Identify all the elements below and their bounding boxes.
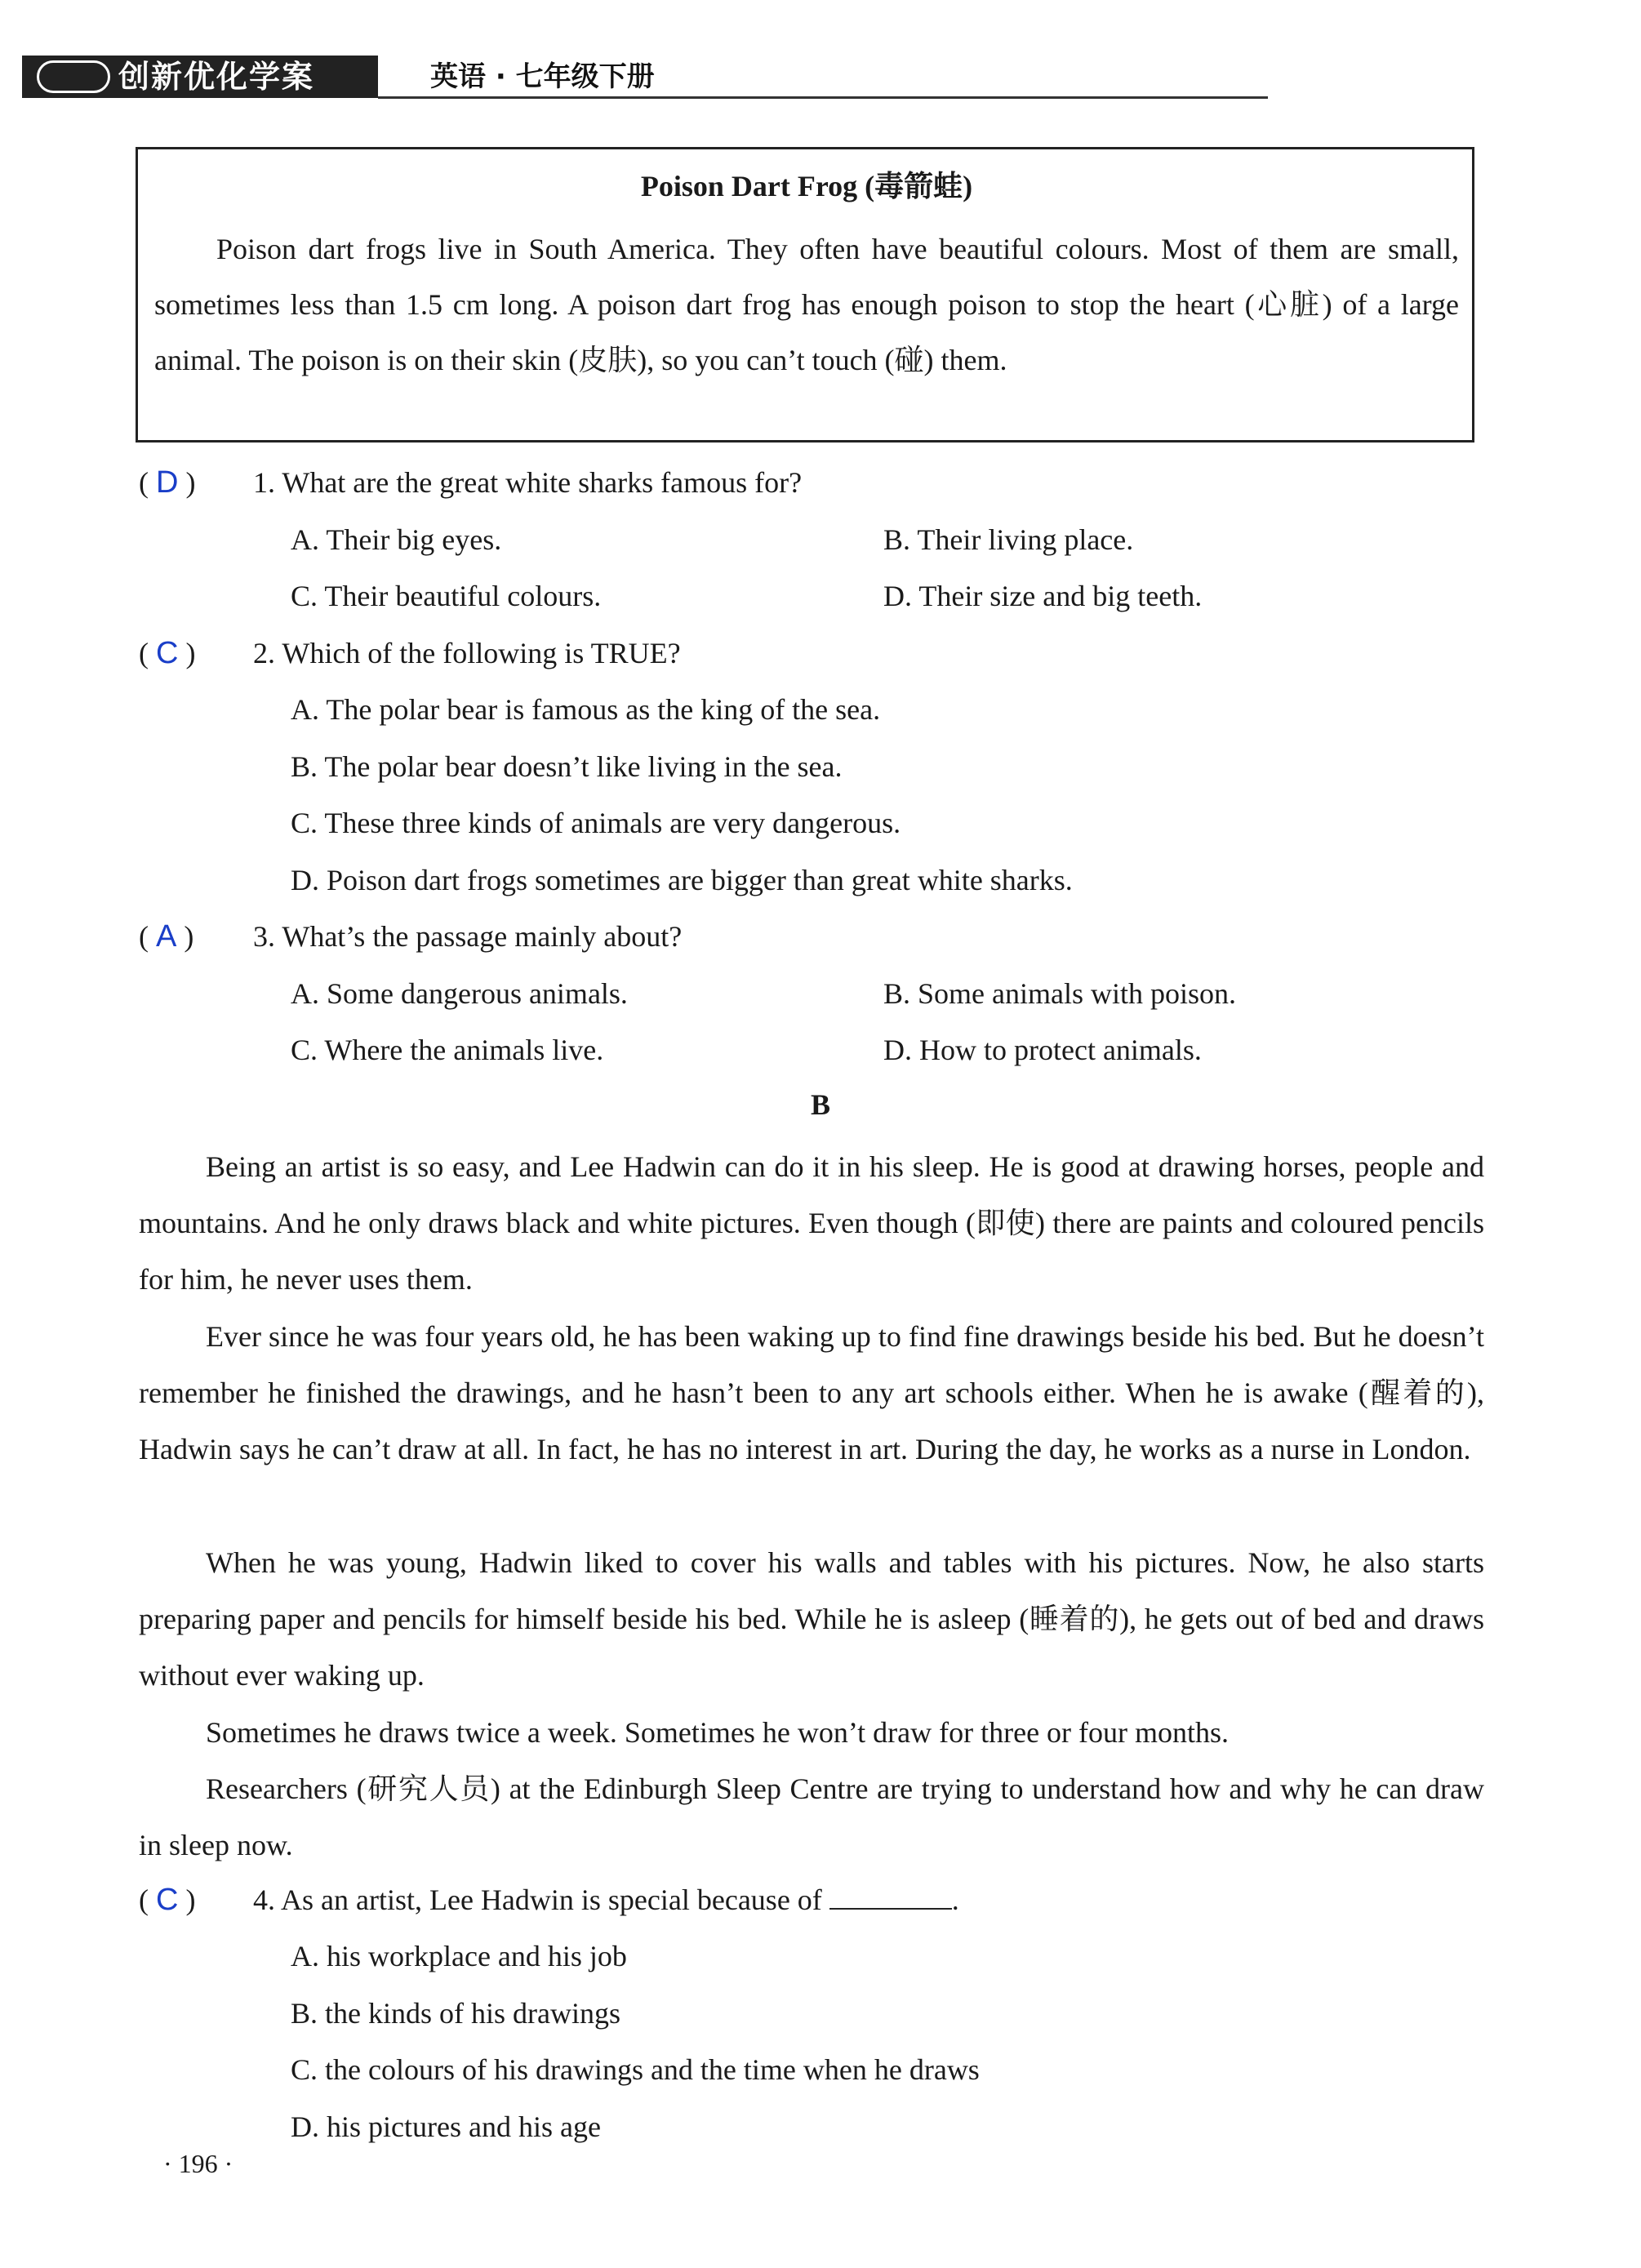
answer-3: A [156,919,177,954]
book-title: 英语 · 七年级下册 [430,60,655,93]
question-4-stem: 4. As an artist, Lee Hadwin is special because of [253,1883,822,1916]
q2-option-b: B. The polar bear doesn’t like living in the sea. [291,750,843,783]
q3-option-c: C. Where the animals live. [291,1034,604,1066]
question-1: ( D ) [139,465,196,500]
question-4-text [253,1883,959,1917]
passage-box [136,147,1474,442]
q1-option-c: C. Their beautiful colours. [291,580,602,612]
q4-option-c: C. the colours of his drawings and the time when he draws [291,2053,980,2086]
question-4-end: . [951,1883,959,1916]
brand-mark-icon [37,60,110,93]
question-2: ( C ) [139,636,196,670]
q4-option-d: D. his pictures and his age [291,2110,601,2143]
page-number: · 196 · [163,2149,233,2178]
q3-option-a: A. Some dangerous animals. [291,977,628,1010]
q4-option-b: B. the kinds of his drawings [291,1997,620,2030]
section-b-heading: B [810,1088,830,1121]
brand-logo [22,56,378,98]
box-text: Poison dart frogs live in South America. They often have beautiful colours. Most of them are small, sometimes less than 1.5 cm long. A poison dart frog has enough poison to stop the heart (心脏) of a large animal. The poison is on their skin (皮肤), so you can’t touch (碰) them. [154,233,1459,376]
q2-option-a: A. The polar bear is famous as the king of the sea. [291,693,881,726]
q2-option-d: D. Poison dart frogs sometimes are bigger than great white sharks. [291,864,1073,896]
q1-option-d: D. Their size and big teeth. [883,580,1203,612]
brand-text: 创新优化学案 [118,59,315,95]
page-header [22,56,1247,98]
header-rule [378,96,1268,99]
question-4: ( C ) [139,1883,196,1917]
passage-b-paragraph-3: When he was young, Hadwin liked to cover his walls and tables with his pictures. Now, he also starts preparing paper and pencils for himself beside his bed. While he is asleep (睡着的), he gets out of bed and draws without ever waking up. [139,1546,1484,1692]
q1-option-a: A. Their big eyes. [291,523,502,556]
passage-b-paragraph-1: Being an artist is so easy, and Lee Hadwin can do it in his sleep. He is good at drawing horses, people and mountains. And he only draws black and white pictures. Even though (即使) there are paints and coloured pencils for him, he never uses them. [139,1150,1484,1296]
q4-option-a: A. his workplace and his job [291,1940,627,1972]
passage-b-paragraph-5: Researchers (研究人员) at the Edinburgh Sleep Centre are trying to understand how and why he can draw in sleep now. [139,1772,1484,1861]
answer-2: C [156,636,179,670]
answer-4: C [156,1883,179,1917]
q3-option-b: B. Some animals with poison. [883,977,1236,1010]
question-3-text: 3. What’s the passage mainly about? [253,920,683,953]
q3-option-d: D. How to protect animals. [883,1034,1202,1066]
question-1-text: 1. What are the great white sharks famous for? [253,466,803,499]
answer-1: D [156,465,179,500]
q2-option-c: C. These three kinds of animals are very dangerous. [291,807,901,839]
passage-b-paragraph-2: Ever since he was four years old, he has been waking up to find fine drawings beside his bed. But he doesn’t remember he finished the drawings, and he hasn’t been to any art schools either. When he is awake (醒着的), Hadwin says he can’t draw at all. In fact, he has no interest in art. During the day, he works as a nurse in London. [139,1320,1484,1465]
question-3: ( A ) [139,919,194,954]
answer-blank [829,1883,952,1910]
passage-b-paragraph-4: Sometimes he draws twice a week. Sometimes he won’t draw for three or four months. [206,1716,1230,1749]
question-2-text: 2. Which of the following is TRUE? [253,637,681,669]
q1-option-b: B. Their living place. [883,523,1134,556]
box-title: Poison Dart Frog (毒箭蛙) [640,170,973,202]
